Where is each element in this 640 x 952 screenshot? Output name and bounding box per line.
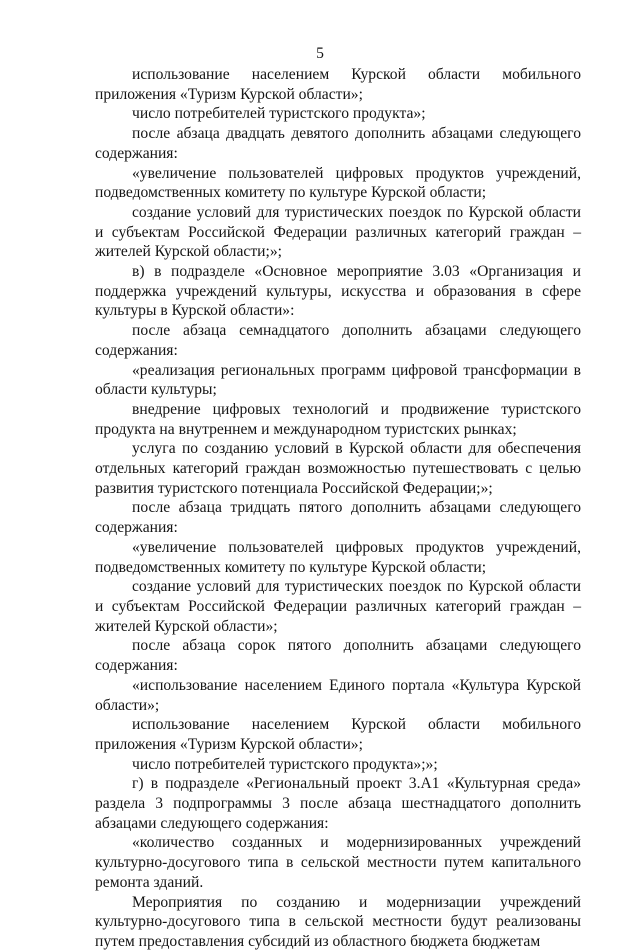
paragraph: создание условий для туристических поездок по Курской области и субъектам Российской Федерации различных категорий граждан – жителей Курской области»; — [95, 578, 581, 635]
paragraph: услуга по созданию условий в Курской области для обеспечения отдельных категорий граждан возможностью путешествовать с целью развития туристского потенциала Российской Федерации;»; — [95, 440, 581, 497]
paragraph: после абзаца тридцать пятого дополнить абзацами следующего содержания: — [95, 499, 581, 537]
paragraph: «количество созданных и модернизированных учреждений культурно-досугового типа в сельской местности путем капитального ремонта зданий. — [95, 834, 581, 891]
paragraph: г) в подразделе «Региональный проект 3.А1 «Культурная среда» раздела 3 подпрограммы 3 после абзаца шестнадцатого дополнить абзацами следующего содержания: — [95, 775, 581, 832]
paragraph: в) в подразделе «Основное мероприятие 3.03 «Организация и поддержка учреждений культуры, искусства и образования в сфере культуры в Курской области»: — [95, 263, 581, 320]
paragraph: «реализация региональных программ цифровой трансформации в области культуры; — [95, 361, 581, 399]
paragraph: «увеличение пользователей цифровых продуктов учреждений, подведомственных комитету по культуре Курской области; — [95, 538, 581, 576]
page-number: 5 — [316, 45, 324, 62]
paragraph: создание условий для туристических поездок по Курской области и субъектам Российской Федерации различных категорий граждан – жителей Курской области;»; — [95, 203, 581, 261]
paragraph: «использование населением Единого портала «Культура Курской области»; — [95, 676, 581, 714]
paragraph: Мероприятия по созданию и модернизации учреждений культурно-досугового типа в сельской местности будут реализованы путем предоставления субсидий из областного бюджета бюджетам — [95, 893, 581, 950]
paragraph: «увеличение пользователей цифровых продуктов учреждений, подведомственных комитету по культуре Курской области; — [95, 164, 581, 202]
paragraph: внедрение цифровых технологий и продвижение туристского продукта на внутреннем и международном туристских рынках; — [95, 400, 581, 438]
paragraph: число потребителей туристского продукта»;»; — [132, 755, 438, 773]
document-body — [95, 65, 581, 952]
paragraph: после абзаца семнадцатого дополнить абзацами следующего содержания: — [95, 322, 581, 359]
paragraph: использование населением Курской области мобильного приложения «Туризм Курской области»; — [95, 66, 581, 103]
paragraph: после абзаца сорок пятого дополнить абзацами следующего содержания: — [95, 637, 581, 675]
paragraph: после абзаца двадцать девятого дополнить абзацами следующего содержания: — [95, 125, 581, 162]
paragraph: число потребителей туристского продукта»; — [132, 105, 426, 123]
paragraph: использование населением Курской области мобильного приложения «Туризм Курской области»; — [95, 716, 581, 753]
